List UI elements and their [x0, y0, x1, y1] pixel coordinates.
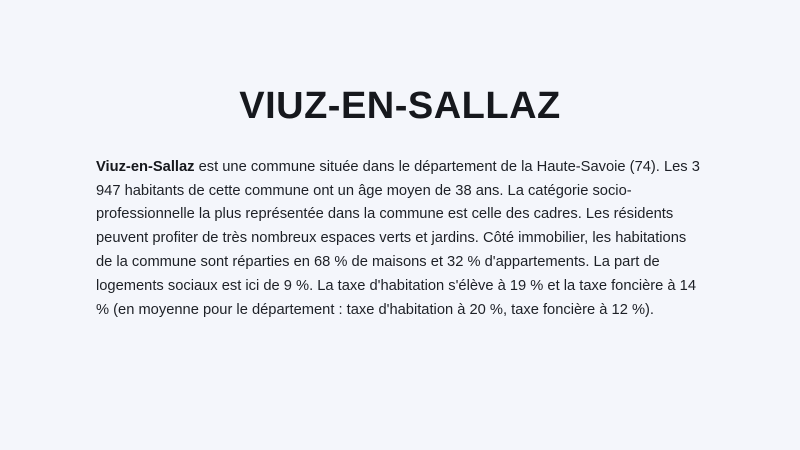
page-title: VIUZ-EN-SALLAZ	[239, 85, 561, 127]
description-text: est une commune située dans le département de la Haute-Savoie (74). Les 3 947 habitants de cette commune ont un âge moyen de 38 ans. La catégorie socio-professionnelle la plus représentée dans la commune est celle des cadres. Les résidents peuvent profiter de très nombreux espaces verts et jardins. Côté immobilier, les habitations de la commune sont réparties en 68 % de maisons et 32 % d'appartements. La part de logements sociaux est ici de 9 %. La taxe d'habitation s'élève à 19 % et la taxe foncière à 14 % (en moyenne pour le département : taxe d'habitation à 20 %, taxe foncière à 12 %).	[96, 158, 700, 318]
description-paragraph	[96, 156, 704, 323]
commune-name-bold: Viuz-en-Sallaz	[96, 158, 195, 175]
